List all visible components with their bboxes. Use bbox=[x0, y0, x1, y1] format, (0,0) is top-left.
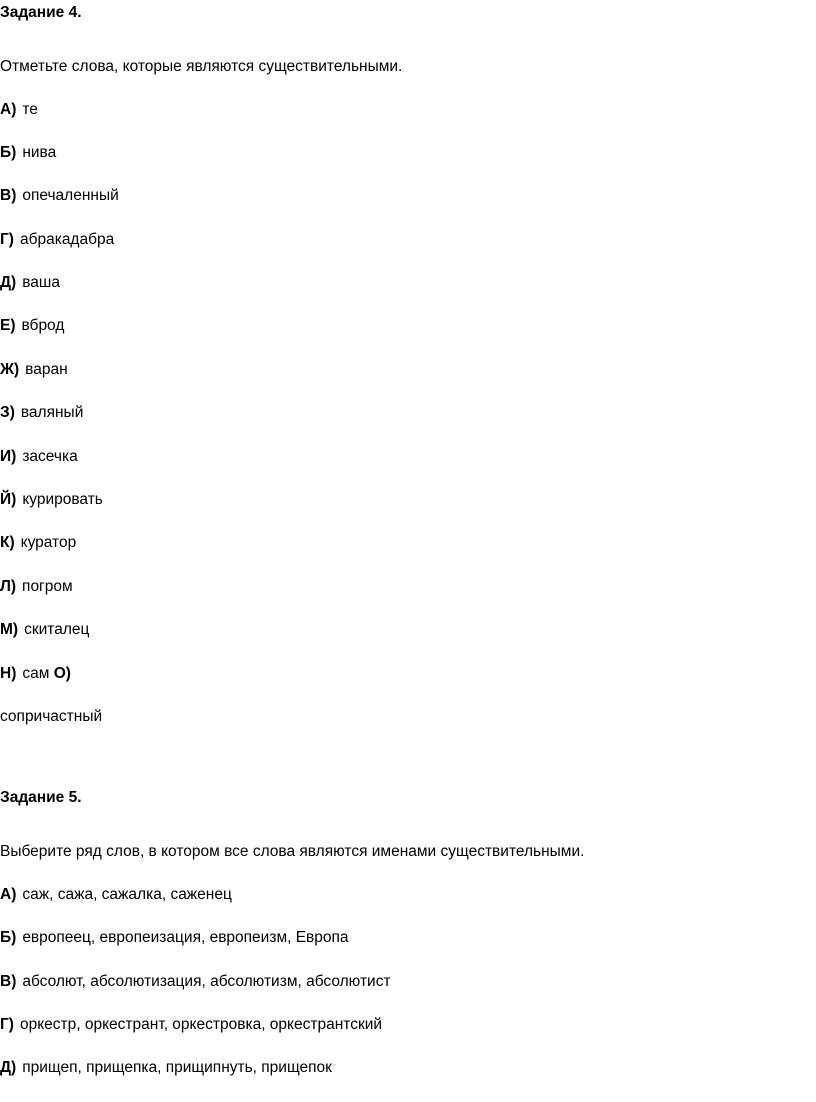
option-text: сам bbox=[22, 665, 50, 682]
task4-option-z bbox=[0, 403, 83, 423]
task5-question: Выберите ряд слов, в котором все слова являются именами существительными. bbox=[0, 843, 585, 860]
option-text: нива bbox=[22, 144, 57, 161]
task4-title: Задание 4. bbox=[0, 4, 82, 21]
option-letter: Е) bbox=[0, 317, 16, 334]
task5-title: Задание 5. bbox=[0, 789, 82, 806]
task4-question: Отметьте слова, которые являются существительными. bbox=[0, 58, 403, 75]
option-text: ваша bbox=[22, 274, 60, 291]
option-text: абсолют, абсолютизация, абсолютизм, абсолютист bbox=[22, 973, 391, 990]
task4-option-v bbox=[0, 186, 119, 206]
option-text: вброд bbox=[21, 317, 65, 334]
option-letter: Д) bbox=[0, 274, 17, 291]
option-text: европеец, европеизация, европеизм, Европа bbox=[22, 929, 349, 946]
task4-option-e bbox=[0, 316, 64, 336]
task4-option-i bbox=[0, 447, 78, 467]
option-letter: Б) bbox=[0, 144, 17, 161]
task4-option-b bbox=[0, 143, 56, 163]
option-text: те bbox=[22, 101, 38, 118]
option-letter: Й) bbox=[0, 491, 17, 508]
option-letter: Г) bbox=[0, 231, 14, 248]
task4-option-n bbox=[0, 664, 71, 684]
task4-option-a bbox=[0, 100, 38, 120]
option-text: опечаленный bbox=[22, 187, 119, 204]
option-letter: Д) bbox=[0, 1059, 17, 1076]
task4-option-d bbox=[0, 273, 60, 293]
task5-option-d bbox=[0, 1058, 332, 1078]
option-text: куратор bbox=[20, 534, 77, 551]
option-letter: Г) bbox=[0, 1016, 14, 1033]
option-letter: М) bbox=[0, 621, 19, 638]
task4-option-o-text: сопричастный bbox=[0, 708, 103, 725]
task4-option-zh bbox=[0, 360, 68, 380]
option-text: курировать bbox=[22, 491, 103, 508]
option-letter: Ж) bbox=[0, 361, 20, 378]
option-text: абракадабра bbox=[19, 231, 115, 248]
option-letter: В) bbox=[0, 973, 17, 990]
option-letter: К) bbox=[0, 534, 15, 551]
option-text: оркестр, оркестрант, оркестровка, оркестрантский bbox=[19, 1016, 383, 1033]
option-letter: В) bbox=[0, 187, 17, 204]
option-text: погром bbox=[22, 578, 73, 595]
option-letter: Л) bbox=[0, 578, 17, 595]
option-text: прищеп, прищепка, прищипнуть, прищепок bbox=[22, 1059, 332, 1076]
option-text: скиталец bbox=[24, 621, 90, 638]
option-text: саж, сажа, сажалка, саженец bbox=[22, 886, 232, 903]
option-letter: А) bbox=[0, 101, 17, 118]
task5-option-v bbox=[0, 972, 391, 992]
task4-option-y bbox=[0, 490, 103, 510]
option-letter-o: О) bbox=[53, 665, 71, 682]
task4-option-m bbox=[0, 620, 89, 640]
option-text: варан bbox=[25, 361, 68, 378]
option-letter: А) bbox=[0, 886, 17, 903]
option-letter: Н) bbox=[0, 665, 17, 682]
task4-option-g bbox=[0, 230, 114, 250]
option-letter: З) bbox=[0, 404, 15, 421]
option-letter: Б) bbox=[0, 929, 17, 946]
task5-option-b bbox=[0, 928, 349, 948]
task4-option-l bbox=[0, 577, 73, 597]
task5-option-a bbox=[0, 885, 232, 905]
option-letter: И) bbox=[0, 448, 17, 465]
task5-option-g bbox=[0, 1015, 382, 1035]
task4-option-k bbox=[0, 533, 76, 553]
option-text: валяный bbox=[20, 404, 84, 421]
option-text: засечка bbox=[22, 448, 78, 465]
